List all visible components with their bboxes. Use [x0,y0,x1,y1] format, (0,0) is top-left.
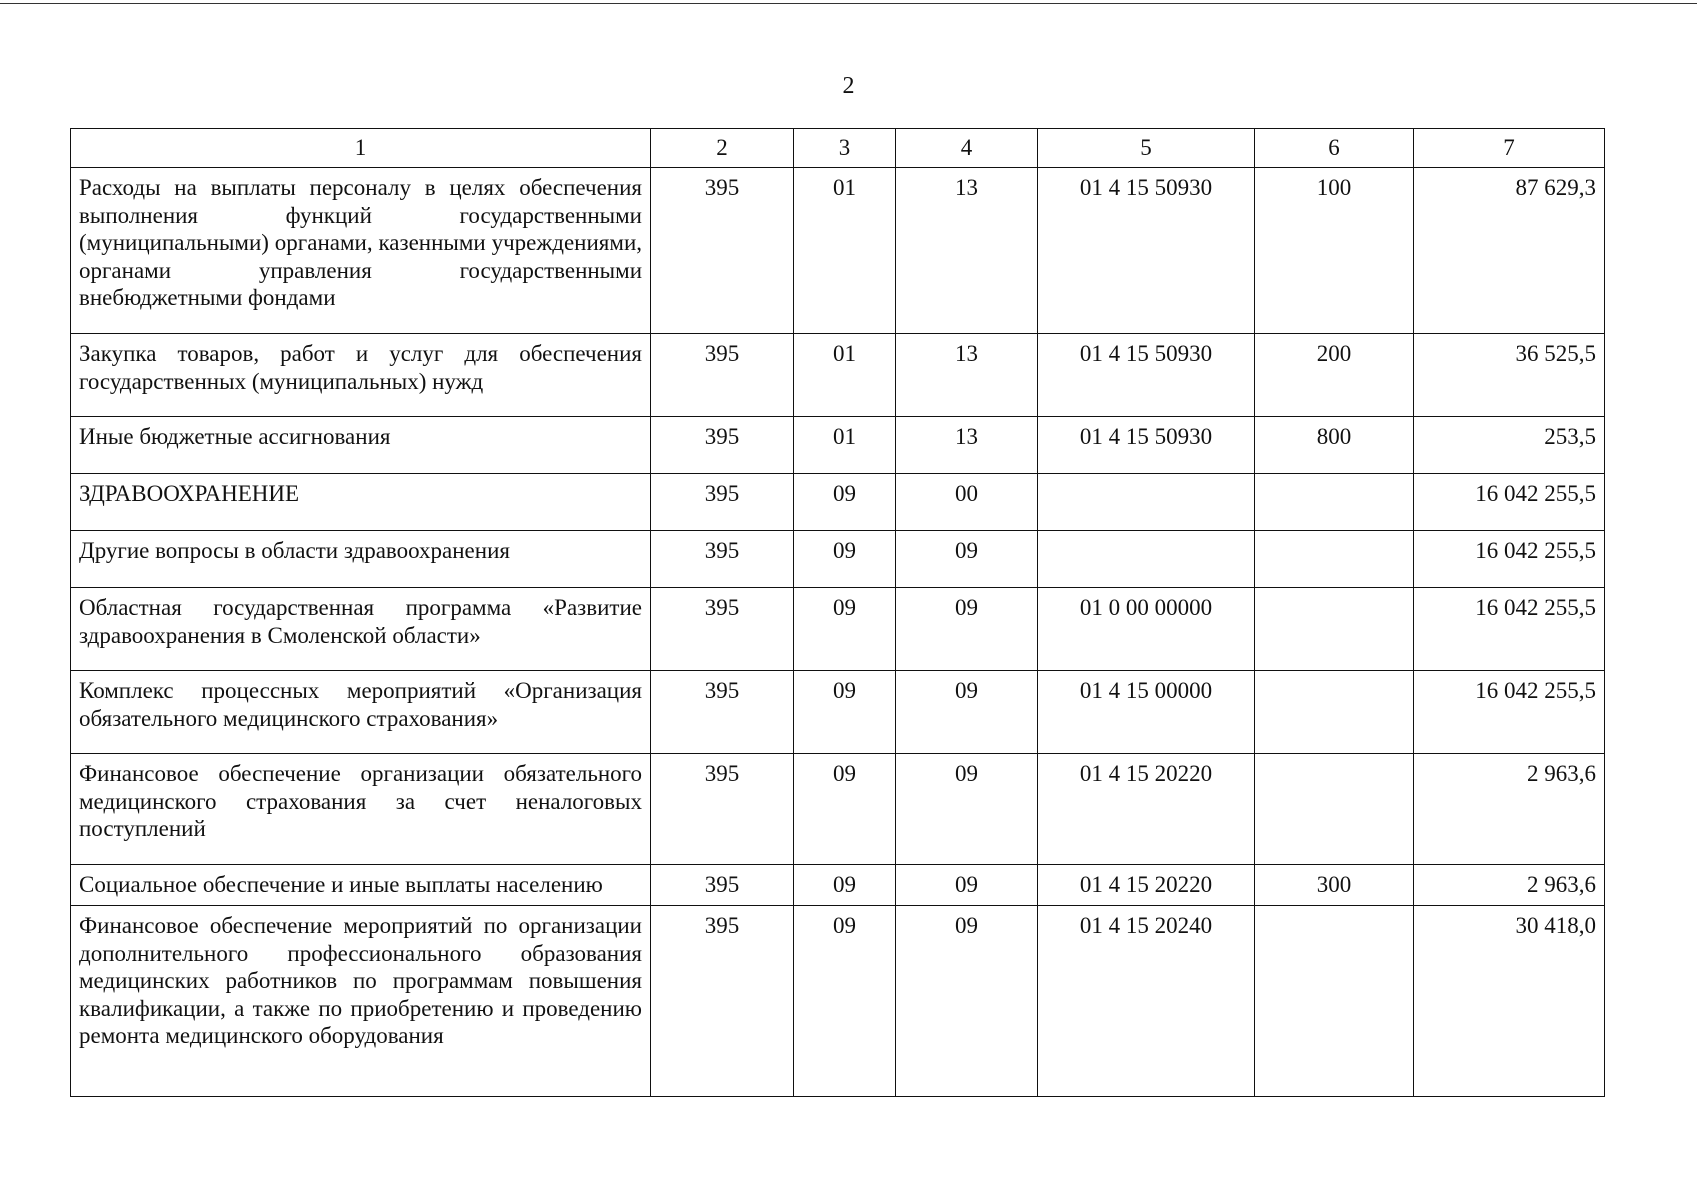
row-code-2: 395 [651,671,794,754]
top-rule [0,3,1697,4]
row-code-6: 100 [1255,168,1414,334]
table-row [71,417,1605,474]
row-code-6 [1255,754,1414,865]
row-code-3: 09 [794,754,896,865]
row-name: Комплекс процессных мероприятий «Организация обязательного медицинского страхования» [71,671,651,754]
column-header: 6 [1255,129,1414,168]
row-code-5: 01 4 15 50930 [1038,334,1255,417]
row-code-4: 13 [896,334,1038,417]
row-code-2: 395 [651,906,794,1097]
row-amount: 87 629,3 [1414,168,1605,334]
column-number-header-row [71,129,1605,168]
row-code-6 [1255,671,1414,754]
row-code-4: 09 [896,906,1038,1097]
column-header: 3 [794,129,896,168]
row-code-3: 09 [794,671,896,754]
row-amount: 16 042 255,5 [1414,474,1605,531]
row-code-5: 01 4 15 50930 [1038,417,1255,474]
table-row [71,906,1605,1097]
row-amount: 2 963,6 [1414,865,1605,906]
row-amount: 30 418,0 [1414,906,1605,1097]
row-code-3: 01 [794,417,896,474]
row-code-3: 09 [794,474,896,531]
row-code-6: 800 [1255,417,1414,474]
table-row [71,168,1605,334]
row-amount: 2 963,6 [1414,754,1605,865]
row-code-5: 01 4 15 00000 [1038,671,1255,754]
table-row [71,334,1605,417]
row-code-5: 01 4 15 20220 [1038,754,1255,865]
row-code-4: 09 [896,588,1038,671]
row-code-2: 395 [651,588,794,671]
row-code-2: 395 [651,334,794,417]
row-name: Иные бюджетные ассигнования [71,417,651,474]
budget-table [70,128,1605,1097]
page-number: 2 [842,73,855,99]
column-header: 4 [896,129,1038,168]
row-code-6 [1255,531,1414,588]
row-name: Закупка товаров, работ и услуг для обеспечения государственных (муниципальных) нужд [71,334,651,417]
column-header: 2 [651,129,794,168]
row-code-2: 395 [651,474,794,531]
row-code-6 [1255,474,1414,531]
row-name: ЗДРАВООХРАНЕНИЕ [71,474,651,531]
row-code-4: 00 [896,474,1038,531]
column-header: 1 [71,129,651,168]
row-code-6: 300 [1255,865,1414,906]
row-code-5: 01 4 15 20220 [1038,865,1255,906]
row-amount: 16 042 255,5 [1414,588,1605,671]
row-code-2: 395 [651,417,794,474]
column-header: 5 [1038,129,1255,168]
row-code-6 [1255,588,1414,671]
row-name: Другие вопросы в области здравоохранения [71,531,651,588]
row-amount: 253,5 [1414,417,1605,474]
row-code-4: 13 [896,168,1038,334]
row-amount: 16 042 255,5 [1414,531,1605,588]
row-name: Социальное обеспечение и иные выплаты населению [71,865,651,906]
table-row [71,588,1605,671]
row-code-4: 09 [896,671,1038,754]
row-code-5: 01 4 15 50930 [1038,168,1255,334]
row-amount: 36 525,5 [1414,334,1605,417]
table-row [71,474,1605,531]
row-code-6: 200 [1255,334,1414,417]
row-code-2: 395 [651,531,794,588]
row-amount: 16 042 255,5 [1414,671,1605,754]
row-code-3: 01 [794,334,896,417]
row-code-5 [1038,531,1255,588]
row-code-4: 13 [896,417,1038,474]
row-code-3: 09 [794,906,896,1097]
row-code-2: 395 [651,865,794,906]
row-code-3: 09 [794,531,896,588]
row-code-4: 09 [896,754,1038,865]
column-header: 7 [1414,129,1605,168]
row-code-3: 09 [794,865,896,906]
row-name: Финансовое обеспечение мероприятий по организации дополнительного профессионального образования медицинских работников по программам повышения квалификации, а также по приобретению и проведению ремонта медицинского оборудования [71,906,651,1097]
row-name: Областная государственная программа «Развитие здравоохранения в Смоленской области» [71,588,651,671]
row-code-4: 09 [896,865,1038,906]
table-row [71,865,1605,906]
row-code-2: 395 [651,754,794,865]
row-name: Финансовое обеспечение организации обязательного медицинского страхования за счет неналоговых поступлений [71,754,651,865]
row-code-3: 01 [794,168,896,334]
row-code-5: 01 4 15 20240 [1038,906,1255,1097]
row-code-4: 09 [896,531,1038,588]
table-row [71,754,1605,865]
row-code-6 [1255,906,1414,1097]
row-name: Расходы на выплаты персоналу в целях обеспечения выполнения функций государственными (муниципальными) органами, казенными учреждениями, органами управления государственными внебюджетными фондами [71,168,651,334]
row-code-2: 395 [651,168,794,334]
row-code-5: 01 0 00 00000 [1038,588,1255,671]
row-code-5 [1038,474,1255,531]
table-row [71,531,1605,588]
row-code-3: 09 [794,588,896,671]
table-row [71,671,1605,754]
